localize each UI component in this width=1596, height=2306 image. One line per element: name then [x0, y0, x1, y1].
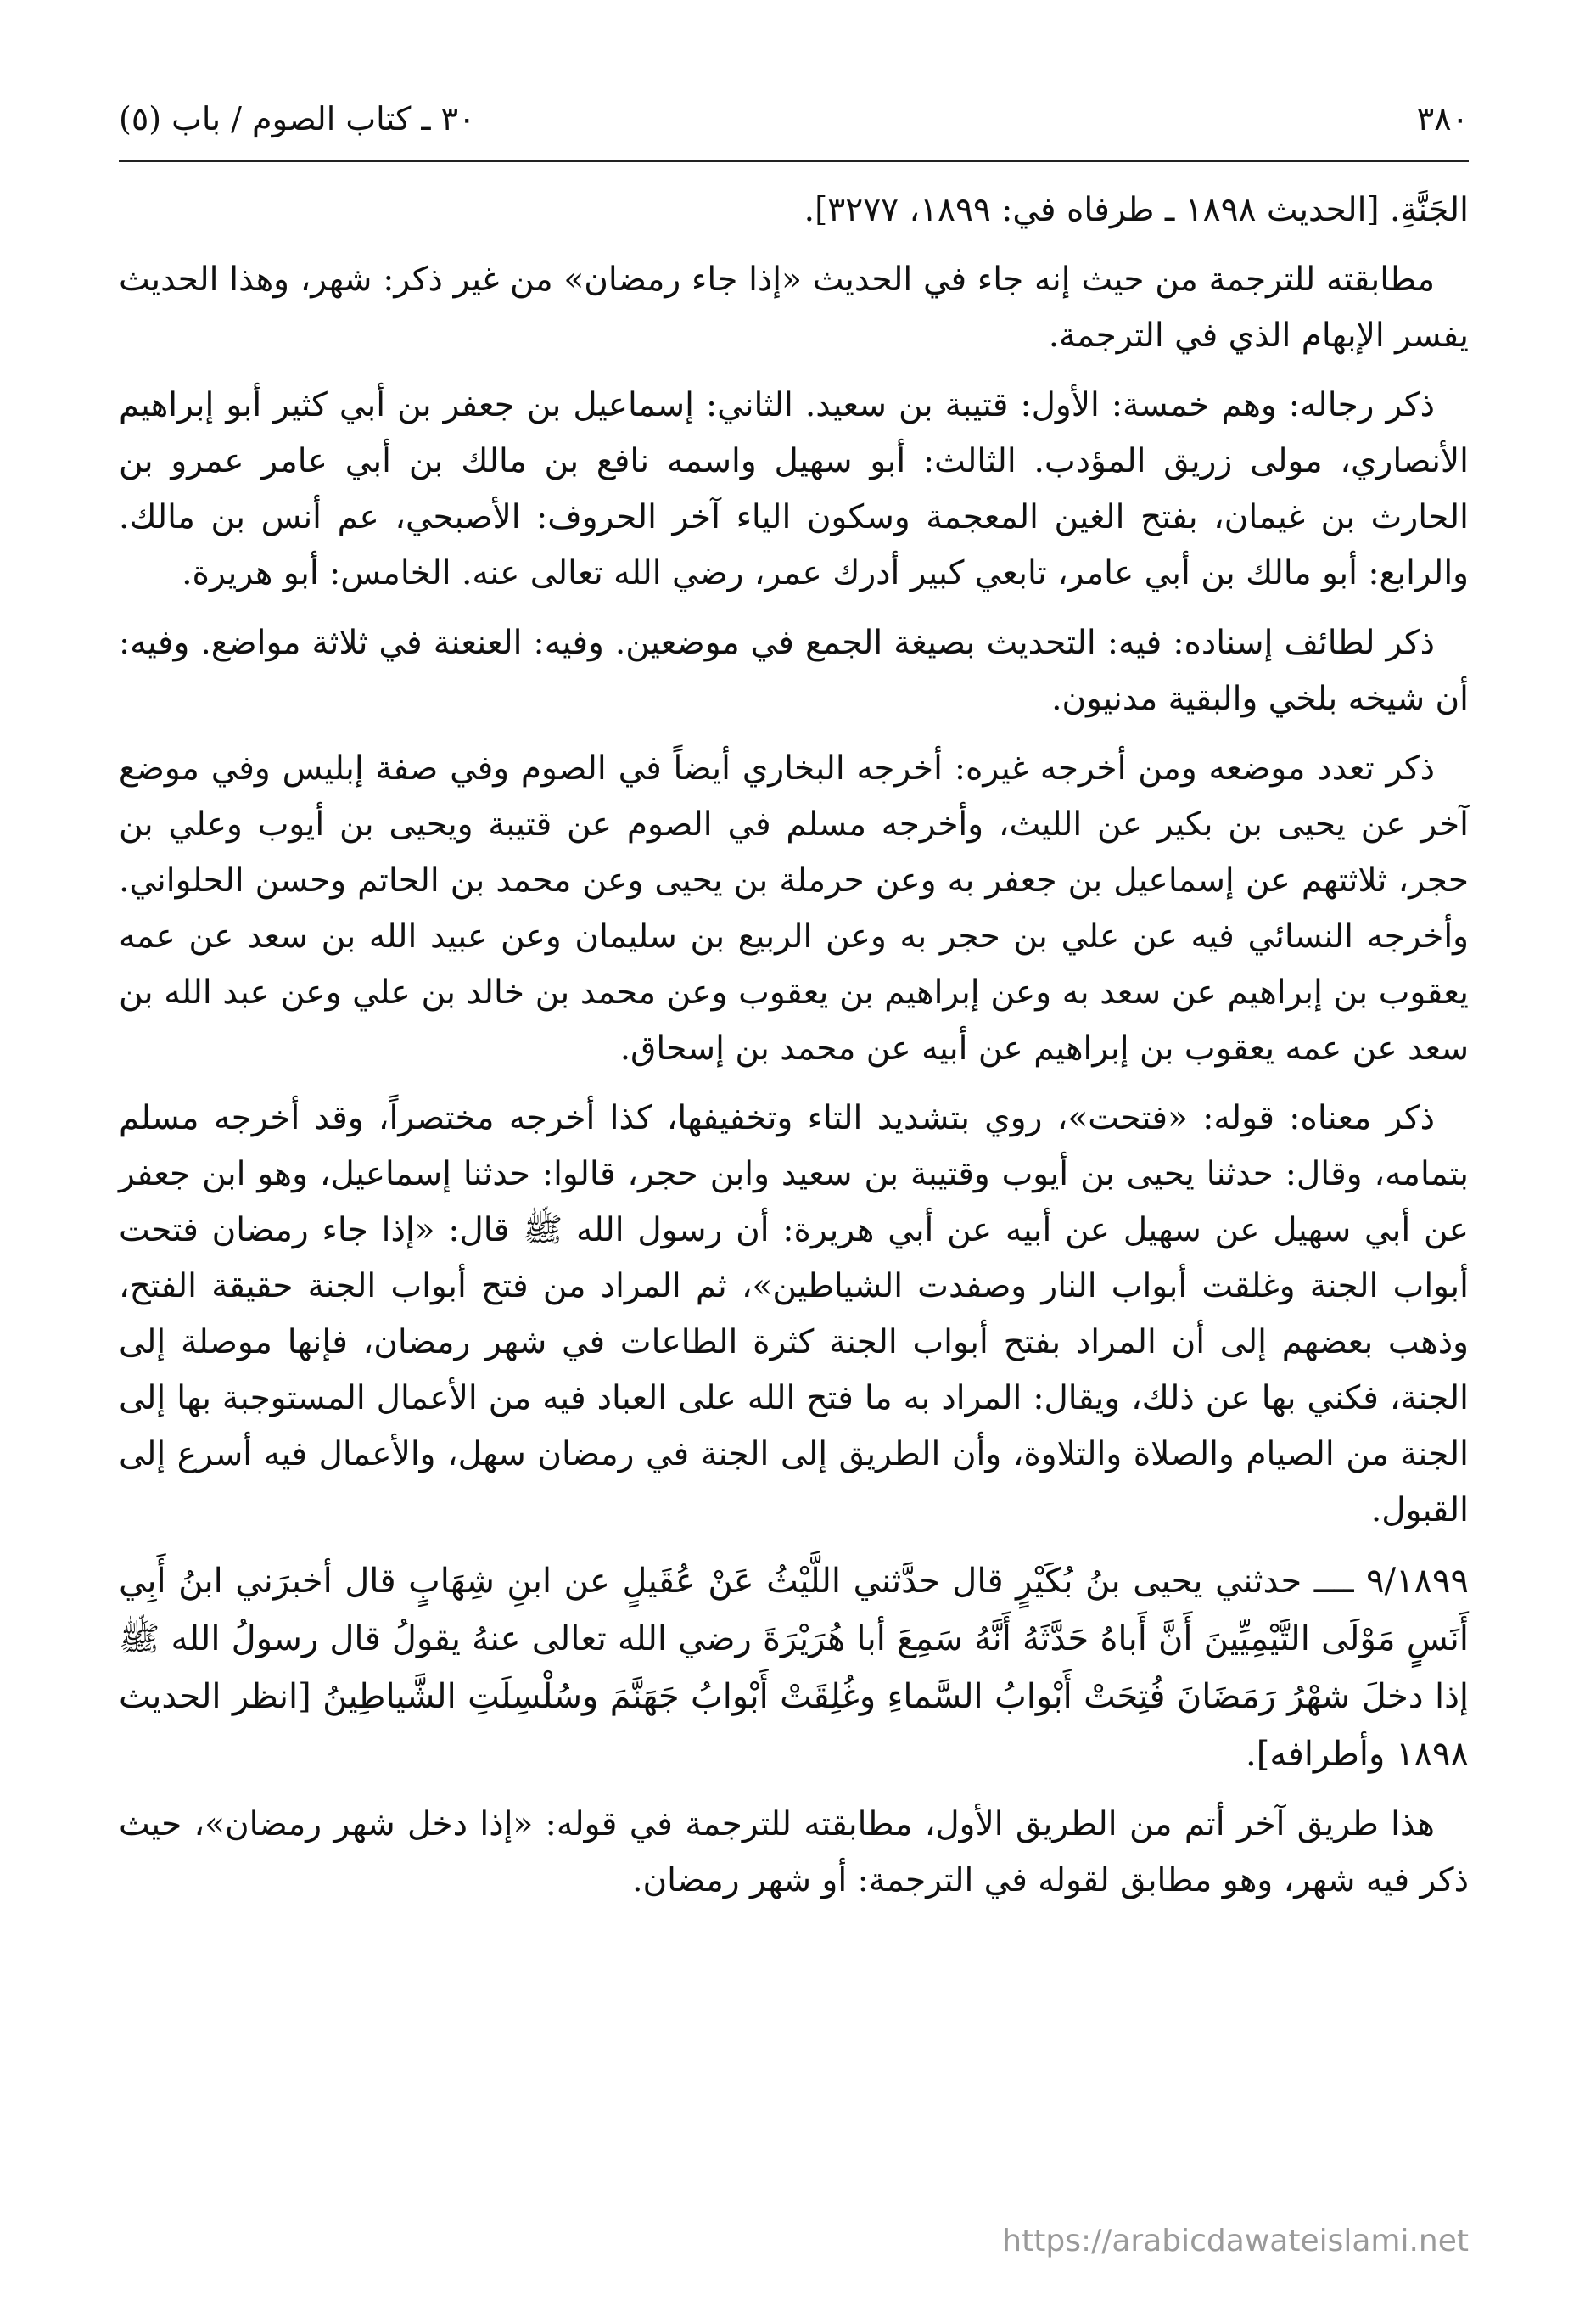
paragraph: مطابقته للترجمة من حيث إنه جاء في الحديث «إذا جاء رمضان» من غير ذكر: شهر، وهذا الحديث يفسر الإبهام الذي في الترجمة. [119, 261, 1469, 355]
hadith-text: ٩/١٨٩٩ ــــ حدثني يحيى بنُ بُكَيْرٍ قال حدَّثني اللَّيْثُ عَنْ عُقَيلٍ عن ابنِ شِهَابٍ قال أخبرَني ابنُ أَبِي أَنَسٍ مَوْلَى التَّيْمِيِّينَ أَنَّ أَباهُ حَدَّثَهُ أَنَّهُ سَمِعَ أبا هُرَيْرَةَ رضي الله تعالى عنهُ يقولُ قال رسولُ الله ﷺ إذا دخلَ شهْرُ رَمَضَانَ فُتِحَتْ أَبْوابُ السَّماءِ وغُلِقَتْ أَبْوابُ جَهَنَّمَ وسُلْسِلَتِ الشَّياطِينُ [انظر الحديث ١٨٩٨ وأطرافه]. [119, 1562, 1469, 1774]
paragraph: ذكر معناه: قوله: «فتحت»، روي بتشديد التاء وتخفيفها، كذا أخرجه مختصراً، وقد أخرجه مسلم بتمامه، وقال: حدثنا يحيى بن أيوب وقتيبة بن سعيد وابن حجر، قالوا: حدثنا إسماعيل، وهو ابن جعفر عن أبي سهيل عن سهيل عن أبيه عن أبي هريرة: أن رسول الله ﷺ قال: «إذا جاء رمضان فتحت أبواب الجنة وغلقت أبواب النار وصفدت الشياطين»، ثم المراد من فتح أبواب الجنة حقيقة الفتح، وذهب بعضهم إلى أن المراد بفتح أبواب الجنة كثرة الطاعات في شهر رمضان، فإنها موصلة إلى الجنة، فكني بها عن ذلك، ويقال: المراد به ما فتح الله على العباد فيه من الأعمال المستوجبة بها إلى الجنة من الصيام والصلاة والتلاوة، وأن الطريق إلى الجنة في رمضان سهل، والأعمال فيه أسرع إلى القبول. [119, 1099, 1469, 1529]
paragraph: الجَنَّةِ. [الحديث ١٨٩٨ ـ طرفاه في: ١٨٩٩، ٣٢٧٧]. [804, 191, 1469, 229]
paragraph: ذكر لطائف إسناده: فيه: التحديث بصيغة الجمع في موضعين. وفيه: العنعنة في ثلاثة مواضع. وفيه: أن شيخه بلخي والبقية مدنيون. [119, 624, 1469, 718]
page-number: ٣٨٠ [1416, 100, 1469, 137]
running-title: ٣٠ ـ كتاب الصوم / باب (٥) [119, 100, 476, 137]
paragraph: ذكر تعدد موضعه ومن أخرجه غيره: أخرجه البخاري أيضاً في الصوم وفي صفة إبليس وفي موضع آخر عن يحيى بن بكير عن الليث، وأخرجه مسلم في الصوم عن قتيبة ويحيى بن أيوب وعلي بن حجر، ثلاثتهم عن إسماعيل بن جعفر به وعن حرملة بن يحيى وعن محمد بن الحاتم وحسن الحلواني. وأخرجه النسائي فيه عن علي بن حجر به وعن الربيع بن سليمان وعن عبيد الله بن سعد عن عمه يعقوب بن إبراهيم عن سعد به وعن إبراهيم بن يعقوب وعن محمد بن خالد بن علي وعن عبد الله بن سعد عن عمه يعقوب بن إبراهيم عن أبيه عن محمد بن إسحاق. [119, 749, 1469, 1068]
paragraph: هذا طريق آخر أتم من الطريق الأول، مطابقته للترجمة في قوله: «إذا دخل شهر رمضان»، حيث ذكر فيه شهر، وهو مطابق لقوله في الترجمة: أو شهر رمضان. [119, 1805, 1469, 1899]
header-rule [119, 160, 1469, 162]
paragraph: ذكر رجاله: وهم خمسة: الأول: قتيبة بن سعيد. الثاني: إسماعيل بن جعفر بن أبي كثير أبو إبراهيم الأنصاري، مولى زريق المؤدب. الثالث: أبو سهيل واسمه نافع بن مالك بن أبي عامر عمرو بن الحارث بن غيمان، بفتح الغين المعجمة وسكون الياء آخر الحروف: الأصبحي، عم أنس بن مالك. والرابع: أبو مالك بن أبي عامر، تابعي كبير أدرك عمر، رضي الله تعالى عنه. الخامس: أبو هريرة. [119, 386, 1469, 592]
page-header [119, 89, 1469, 149]
watermark: https://arabicdawateislami.net [1002, 2224, 1469, 2258]
page-body [119, 182, 1469, 1922]
